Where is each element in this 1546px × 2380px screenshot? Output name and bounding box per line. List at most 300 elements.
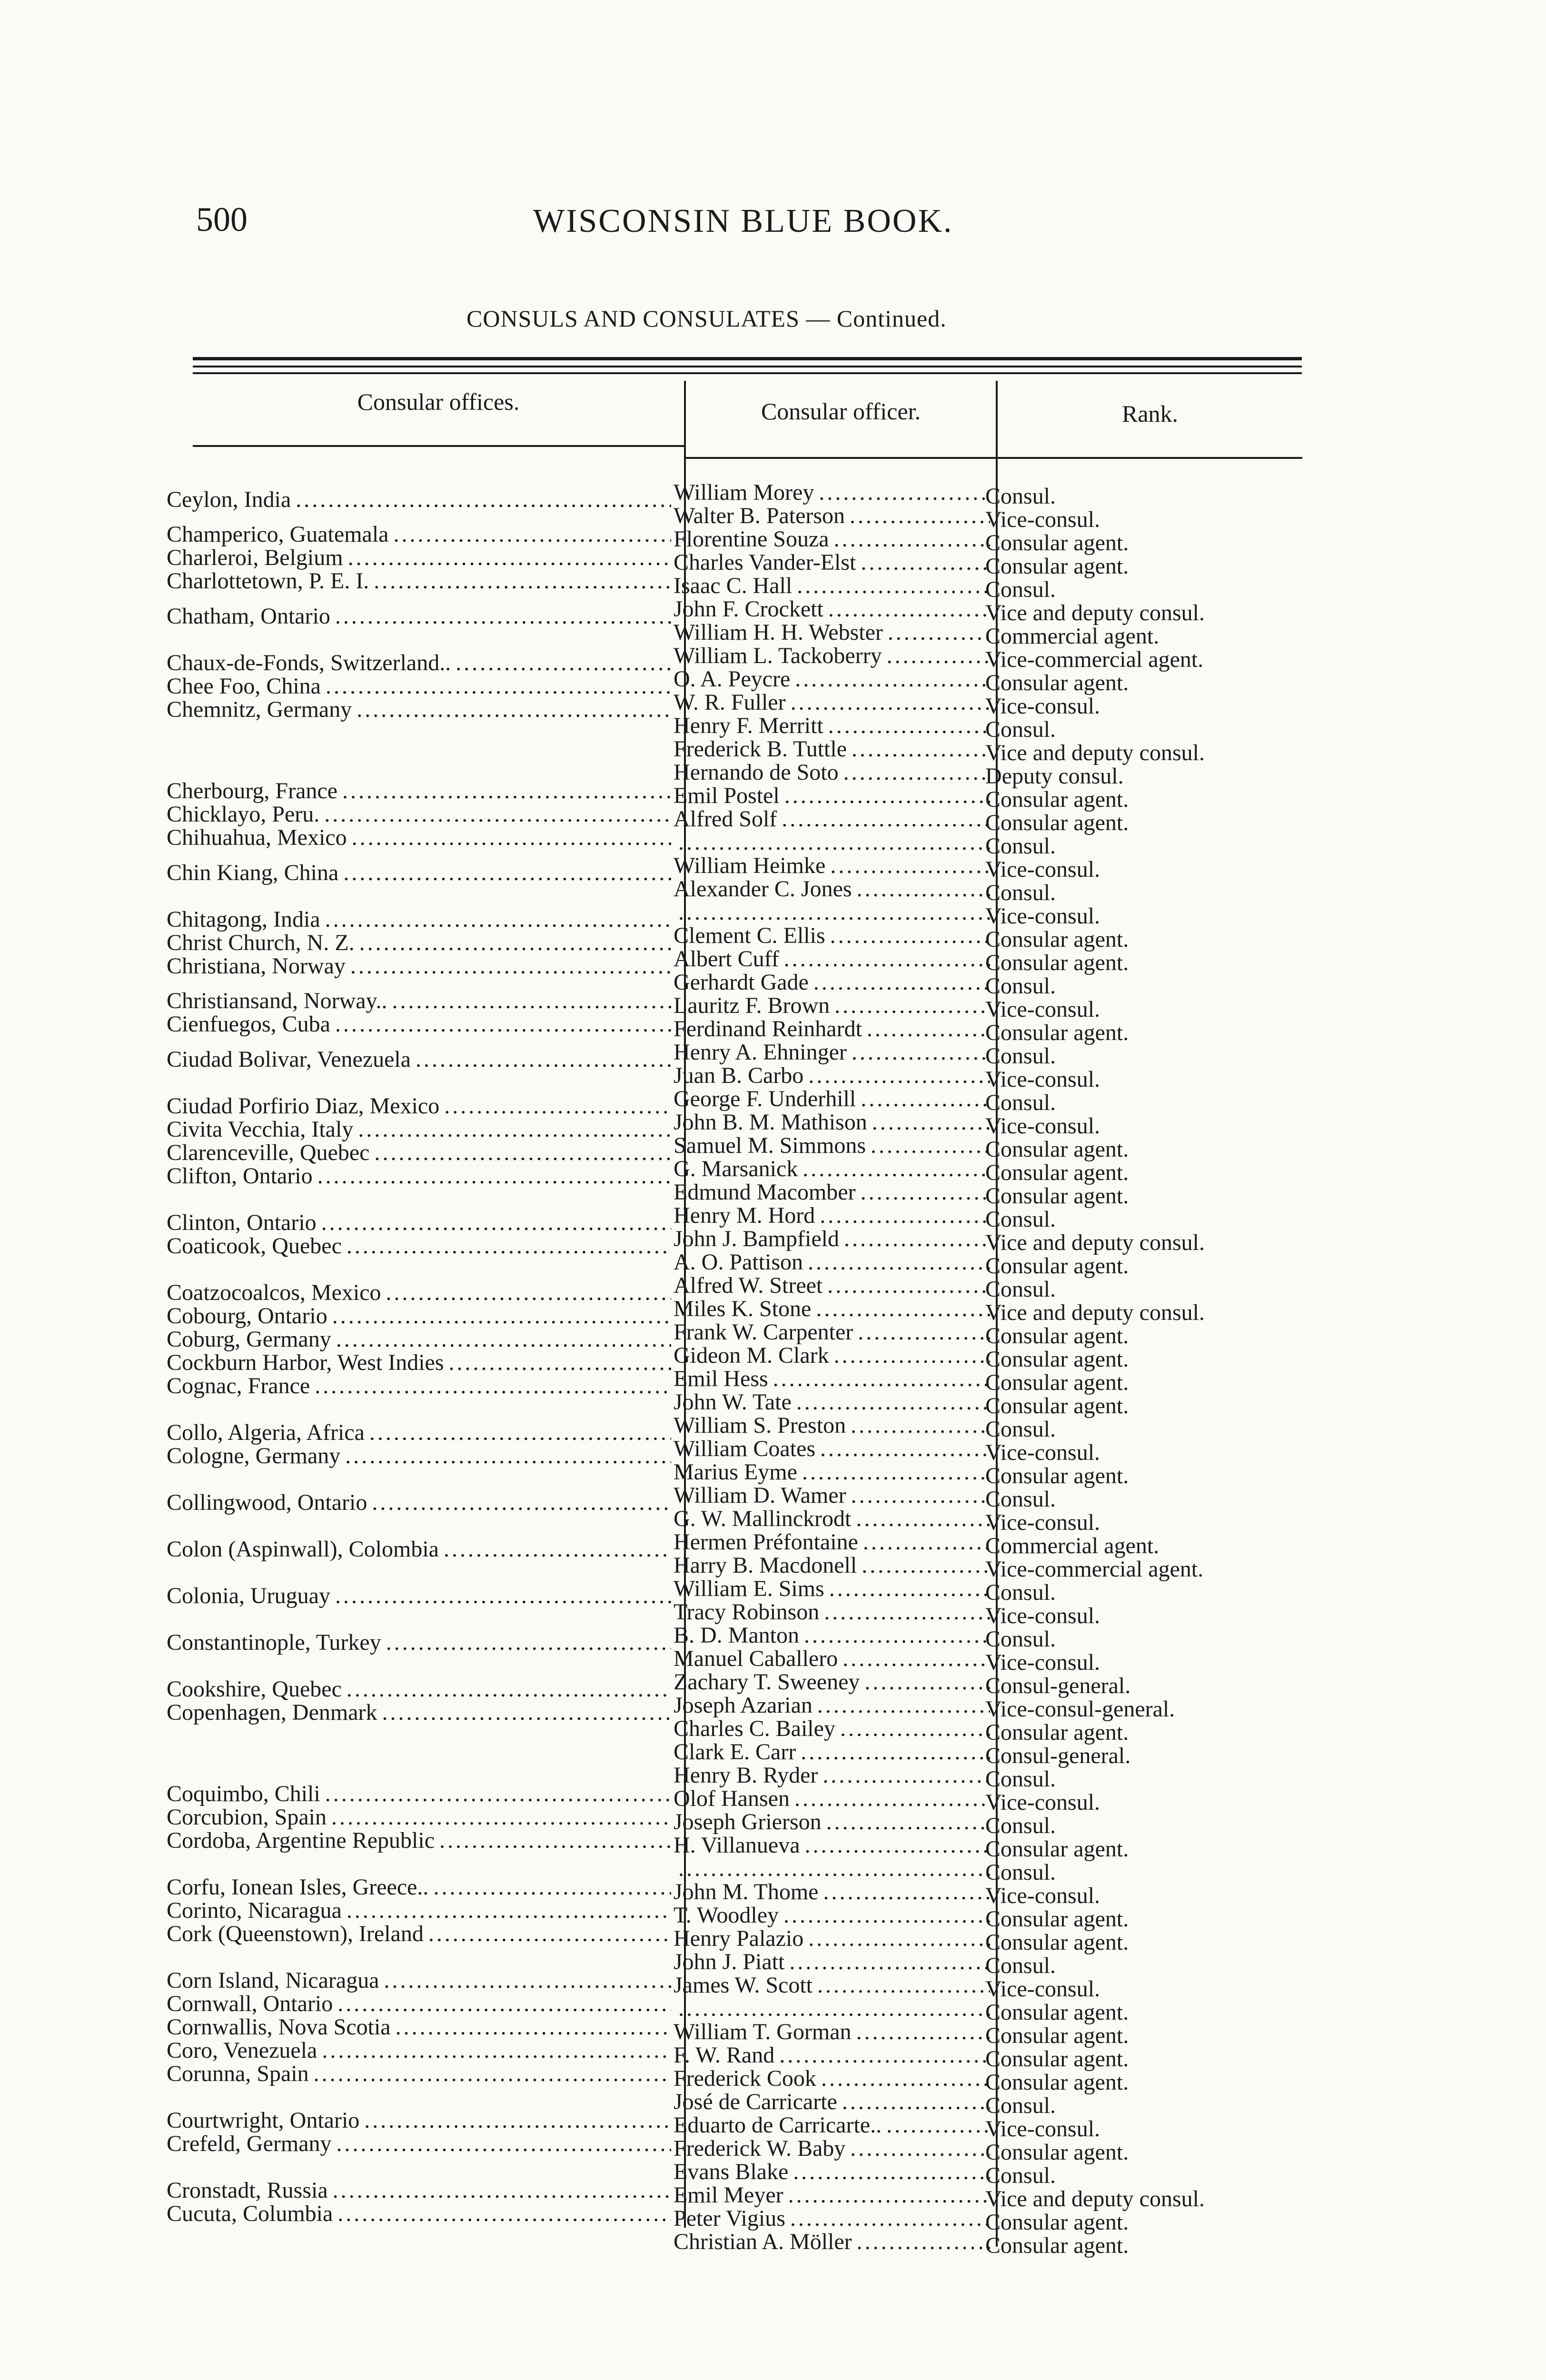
officer-row-text: Marius Eyme [674,1460,797,1484]
office-row-text: Coaticook, Quebec [167,1234,342,1258]
rank-row [985,1114,1318,1138]
dot-leader [321,1211,671,1235]
officer-row [674,1344,990,1368]
officer-row-text: Henry F. Merritt [674,714,823,738]
dot-leader [678,1857,990,1881]
dot-leader [315,1374,671,1398]
dot-leader [813,971,990,994]
officer-row [674,667,990,691]
dot-leader [844,1227,990,1251]
officer-row-text: Peter Vigius [674,2207,785,2231]
rank-row-text: Consul. [985,1091,1056,1115]
rank-row-text: Consul-general. [985,1744,1131,1768]
rank-row-text: Vice-consul. [985,1791,1100,1815]
officer-row [674,784,990,808]
office-row-text: Clifton, Ontario [167,1164,313,1188]
dot-leader [392,989,671,1013]
dot-leader [793,2160,990,2184]
office-row-text: Collo, Algeria, Africa [167,1420,365,1445]
office-row-text: Coatzocoalcos, Mexico [167,1280,381,1305]
officer-row-text: Frederick W. Baby [674,2137,846,2161]
rank-row-text: Vice-consul. [985,694,1100,718]
dot-leader [337,2202,671,2226]
officer-row-text: A. O. Pattison [674,1250,803,1274]
office-row [167,826,671,850]
dot-leader [858,1320,990,1344]
office-row-text: Ciudad Bolivar, Venezuela [167,1047,411,1071]
office-row-text: Copenhagen, Denmark [167,1700,377,1725]
dot-leader [325,908,671,932]
rank-row [985,1301,1318,1325]
office-row-text: Coburg, Germany [167,1327,331,1351]
rank-row [985,811,1318,835]
office-row [167,1374,671,1398]
office-row [167,2202,671,2226]
dot-leader [359,931,671,955]
office-row-text: Chihuahua, Mexico [167,826,347,850]
rank-row-text: Consular agent. [985,1021,1129,1045]
dot-leader [851,1414,990,1438]
officer-row [674,971,990,994]
office-row [167,488,671,512]
dot-leader [808,1927,990,1951]
rank-row [985,788,1318,812]
office-row-text: Chaux-de-Fonds, Switzerland.. [167,651,451,675]
dot-leader [322,2039,671,2063]
rank-row-text: Consul. [985,718,1056,742]
office-row-text: Crefeld, Germany [167,2132,332,2156]
officer-row [674,1904,990,1927]
office-row-text: Coquimbo, Chili [167,1782,320,1806]
dot-leader [886,2113,990,2137]
book-title: WISCONSIN BLUE BOOK. [533,203,953,239]
office-row [167,779,671,803]
dot-leader [842,1647,990,1671]
rank-row-text: Consular agent. [985,1324,1129,1348]
section-heading: CONSULS AND CONSULATES — Continued. [466,305,947,332]
dot-leader [317,1164,671,1188]
dot-leader [834,527,990,551]
officer-row [674,1390,990,1414]
officer-row [674,1064,990,1088]
rank-row [985,1348,1318,1371]
officer-row-text: Emil Hess [674,1367,768,1391]
officer-row-text: William D. Wamer [674,1484,846,1507]
dot-leader [856,2020,990,2044]
rank-row-text: Consular agent. [985,2001,1129,2024]
officer-row [674,597,990,621]
office-row [167,1805,671,1829]
office-row [167,1012,671,1036]
rank-row [985,974,1318,998]
dot-leader [861,1087,990,1111]
officer-row [674,1997,990,2021]
officer-row [674,1274,990,1298]
office-row-text: Corinto, Nicaragua [167,1899,342,1923]
dot-leader [336,1328,671,1351]
rank-row-text: Consular agent. [985,2141,1129,2164]
officer-row-text: John F. Crockett [674,597,823,621]
rank-row-text: Consular agent. [985,1931,1129,1954]
dot-leader [797,574,990,598]
officer-row [674,2043,990,2067]
office-row [167,1584,671,1608]
rank-row-text: Consular agent. [985,1371,1129,1395]
officer-row [674,1180,990,1204]
rank-row [985,1278,1318,1301]
dot-leader [456,651,671,675]
dot-leader [347,1899,671,1923]
dot-leader [816,1297,990,1321]
rank-row [985,694,1318,718]
dot-leader [358,1118,671,1141]
rank-row-text: Vice-consul. [985,858,1100,882]
dot-leader [861,551,990,575]
rank-row-text: Consul. [985,1814,1056,1838]
rank-row-text: Consular agent. [985,2047,1129,2071]
office-row-text: Cronstadt, Russia [167,2179,328,2202]
officer-row [674,1647,990,1671]
top-rule [193,372,1302,374]
officer-row-text: Christian A. Möller [674,2230,852,2254]
dot-leader [296,488,671,512]
header-rank: Rank. [1121,400,1179,427]
officer-row [674,2137,990,2161]
officer-row-text: Henry M. Hord [674,1204,815,1228]
officer-row [674,1670,990,1694]
office-row-text: Cookshire, Quebec [167,1677,342,1701]
rank-row-text: Vice and deputy consul. [985,2187,1205,2211]
officer-row [674,2067,990,2091]
office-row-text: Constantinople, Turkey [167,1630,381,1655]
rank-row [985,2047,1318,2071]
office-row [167,2109,671,2132]
officer-row-text: Isaac C. Hall [674,574,793,598]
rank-row [985,2071,1318,2094]
dot-leader [862,1554,990,1577]
officer-row-text: Frederick Cook [674,2067,816,2091]
dot-leader [830,854,990,878]
rank-row-text: Vice-commercial agent. [985,648,1204,672]
officer-row [674,1367,990,1391]
officer-row-text: Eduarto de Carricarte.. [674,2113,882,2137]
officer-row-text: Ferdinand Reinhardt [674,1017,862,1041]
office-row-text: Cordoba, Argentine Republic [167,1829,435,1853]
office-row [167,1969,671,1993]
dot-leader [821,2067,990,2091]
officer-row [674,1320,990,1344]
rank-row-text: Consul. [985,1954,1056,1978]
office-row [167,1094,671,1118]
office-row [167,1141,671,1165]
officer-row [674,737,990,761]
rank-row [985,1744,1318,1768]
officer-row [674,807,990,831]
dot-leader [428,1922,671,1946]
rank-row [985,2001,1318,2024]
rank-row-text: Consular agent. [985,2211,1129,2234]
office-row-text: Cologne, Germany [167,1444,341,1468]
office-row [167,1118,671,1141]
rank-row [985,2164,1318,2188]
officer-row [674,527,990,551]
dot-leader [784,947,990,971]
office-row-text: Cornwall, Ontario [167,1992,333,2016]
office-row [167,1328,671,1351]
officer-row-text: G. W. Mallinckrodt [674,1507,852,1531]
dot-leader [439,1829,671,1853]
rank-row [985,2024,1318,2048]
officer-row-text: Hernando de Soto [674,761,839,784]
rank-row [985,1324,1318,1348]
officer-row [674,691,990,714]
officer-row-text: Olof Hansen [674,1787,790,1811]
rank-row [985,1091,1318,1115]
officer-row-text: William T. Gorman [674,2020,852,2044]
rank-row-text: Consular agent. [985,671,1129,695]
officer-row [674,2113,990,2137]
dot-leader [789,1950,990,1974]
dot-leader [314,2062,671,2086]
dot-leader [863,1530,990,1554]
dot-leader [850,2137,990,2161]
office-row-text: Chitagong, India [167,907,320,932]
officer-row [674,1717,990,1741]
officer-row-text: James W. Scott [674,1973,813,1997]
rank-row [985,951,1318,975]
rank-row [985,1044,1318,1068]
officer-row-text: Frank W. Carpenter [674,1320,853,1344]
office-row-text: Clarenceville, Quebec [167,1140,370,1165]
dot-leader [364,2109,671,2132]
dot-leader [820,1204,990,1228]
rank-row-text: Consular agent. [985,1394,1129,1418]
officer-row-text: John J. Bampfield [674,1227,839,1251]
rank-row-text: Vice-consul. [985,508,1100,532]
office-row-text: Corn Island, Nicaragua [167,1969,379,1993]
office-row-text: Corfu, Ionean Isles, Greece.. [167,1875,429,1899]
officer-row [674,1507,990,1531]
office-row-text: Cherbourg, France [167,779,338,803]
office-row [167,1211,671,1235]
rank-row [985,718,1318,742]
office-row-text: Cornwallis, Nova Scotia [167,2015,391,2039]
officer-row [674,1554,990,1577]
header-underline [193,445,684,447]
office-row [167,1899,671,1923]
rank-row [985,555,1318,578]
rank-row-text: Consul. [985,2164,1056,2188]
dot-leader [348,546,671,570]
office-row-text: Christiana, Norway [167,954,346,978]
office-row [167,1421,671,1445]
office-row-text: Civita Vecchia, Italy [167,1117,354,1141]
dot-leader [888,621,990,645]
dot-leader [842,2090,990,2114]
rank-row [985,2211,1318,2234]
dot-leader [333,2179,671,2202]
dot-leader [347,1677,671,1701]
dot-leader [790,2207,990,2231]
rank-row [985,1651,1318,1675]
dot-leader [779,2043,990,2067]
office-row-text: Charleroi, Belgium [167,546,343,570]
rank-row [985,1021,1318,1045]
dot-leader [852,1041,990,1064]
rank-row-text: Consular agent. [985,1464,1129,1488]
officer-row-text: Samuel M. Simmons [674,1134,866,1158]
rank-row [985,1161,1318,1185]
office-row [167,1922,671,1946]
rank-row-text: Consul. [985,834,1056,858]
rank-row [985,1604,1318,1628]
rank-row-text: Vice-consul. [985,1068,1100,1091]
rank-row [985,1884,1318,1908]
officer-row [674,924,990,948]
office-row [167,2062,671,2086]
officer-row [674,901,990,924]
rank-row-text: Vice and deputy consul. [985,601,1205,625]
dot-leader [887,644,990,668]
office-row [167,1164,671,1188]
rank-row [985,764,1318,788]
rank-row-text: Vice-consul. [985,1884,1100,1908]
officer-row [674,2230,990,2254]
office-row [167,1677,671,1701]
officer-row-text: William E. Sims [674,1577,824,1601]
officer-row-text: William H. H. Webster [674,621,883,645]
officer-row [674,1087,990,1111]
rank-row [985,2094,1318,2118]
dot-leader [449,1351,671,1375]
rank-row [985,1138,1318,1161]
officer-row-text: Manuel Caballero [674,1647,838,1671]
rank-row [985,1814,1318,1838]
dot-leader [416,1048,671,1071]
office-row-text: Chemnitz, Germany [167,697,352,722]
officer-row-text: Henry B. Ryder [674,1764,818,1787]
dot-leader [802,1460,990,1484]
officer-row [674,1857,990,1881]
office-row-text: Cork (Queenstown), Ireland [167,1922,424,1946]
rank-row [985,1511,1318,1535]
officer-row [674,1414,990,1438]
office-row-text: Colon (Aspinwall), Colombia [167,1537,439,1561]
dot-leader [794,1787,990,1811]
office-row-text: Christiansand, Norway.. [167,989,387,1013]
rank-row [985,2234,1318,2258]
rank-row-text: Vice-consul. [985,904,1100,928]
dot-leader [834,1344,990,1368]
rank-row [985,741,1318,765]
office-row [167,1491,671,1515]
officer-row [674,2020,990,2044]
officer-row [674,1834,990,1857]
dot-leader [803,1157,990,1181]
officer-row [674,1530,990,1554]
dot-leader [829,1577,990,1601]
dot-leader [678,901,990,924]
office-row-text: Cucuta, Columbia [167,2202,333,2226]
header-consular-offices: Consular offices. [357,388,520,415]
dot-leader [850,504,990,528]
officer-row [674,994,990,1018]
office-row-text: Chee Foo, China [167,674,321,698]
dot-leader [352,826,671,850]
dot-leader [820,1437,990,1461]
officer-row-text: Alexander C. Jones [674,877,852,901]
officer-row [674,1157,990,1181]
office-row-text: Cienfuegos, Cuba [167,1012,330,1036]
rank-row-text: Consul. [985,1627,1056,1651]
rank-row [985,1581,1318,1605]
dot-leader [788,2183,990,2207]
officer-row [674,481,990,505]
officer-row-text: Frederick B. Tuttle [674,737,847,761]
rank-row-text: Consul-general. [985,1674,1131,1698]
dot-leader [324,803,671,826]
rank-row [985,1534,1318,1558]
officer-row [674,1111,990,1134]
dot-leader [805,1834,991,1857]
office-row [167,1351,671,1375]
rank-row [985,671,1318,695]
dot-leader [808,1250,990,1274]
header-underline [998,457,1302,459]
rank-row-text: Consul. [985,1767,1056,1791]
officer-row [674,1950,990,1974]
office-row [167,569,671,593]
dot-leader [828,597,990,621]
office-row [167,674,671,698]
rank-row-text: Consular agent. [985,928,1129,952]
rank-row-text: Consular agent. [985,811,1129,835]
top-rule [193,366,1302,367]
officer-row [674,761,990,784]
office-row-text: Champerico, Guatemala [167,523,389,546]
office-row [167,1444,671,1468]
rank-row [985,1977,1318,2001]
officer-row-text: Joseph Grierson [674,1810,822,1834]
dot-leader [347,1234,671,1258]
dot-leader [337,2132,671,2156]
officer-row-text: H. Villanueva [674,1834,800,1857]
officer-row [674,831,990,854]
rank-row [985,1464,1318,1488]
officer-row-text: John B. M. Mathison [674,1111,867,1134]
officer-row-text [674,901,678,924]
rank-row [985,1184,1318,1208]
officer-row-text: Emil Postel [674,784,780,808]
officer-row-text: W. R. Fuller [674,691,786,714]
officer-row [674,1740,990,1764]
rank-row-text: Vice and deputy consul. [985,1231,1205,1255]
rank-row [985,834,1318,858]
rank-row-text: Consular agent. [985,2234,1129,2258]
office-row-text: Chatham, Ontario [167,604,330,628]
rank-row-text: Vice-consul. [985,1511,1100,1535]
officer-row-text: Henry Palazio [674,1927,804,1951]
rank-row-text: Consul. [985,974,1056,998]
dot-leader [796,1390,990,1414]
office-row [167,1234,671,1258]
dot-leader [872,1111,990,1134]
office-row [167,1782,671,1806]
header-underline [686,457,996,459]
rank-row [985,1767,1318,1791]
office-row [167,2039,671,2063]
rank-row [985,508,1318,532]
